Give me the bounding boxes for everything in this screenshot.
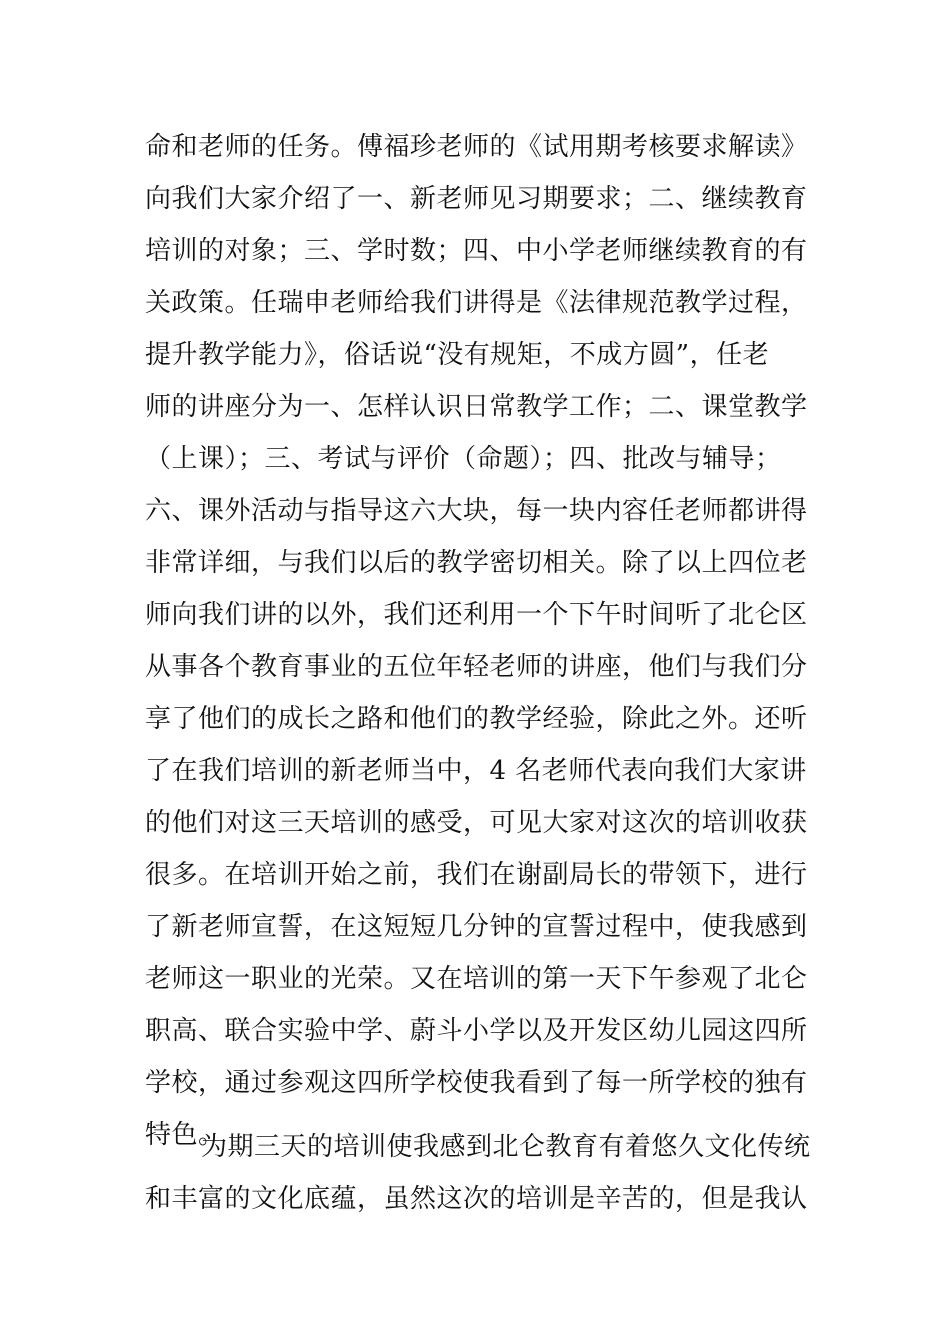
text-line: 向我们大家介绍了一、新老师见习期要求；二、继续教育 [145,184,808,214]
paragraph-2 [145,1121,810,1225]
text-line: （上课）；三、考试与评价（命题）；四、批改与辅导； [145,444,782,474]
text-line: 命和老师的任务。傅福珍老师的《试用期考核要求解读》 [145,132,808,162]
text-line: 了在我们培训的新老师当中，4 名老师代表向我们大家讲 [145,756,807,786]
text-line: 了新老师宣誓，在这短短几分钟的宣誓过程中，使我感到 [145,912,808,942]
text-line: 六、课外活动与指导这六大块，每一块内容任老师都讲得 [145,496,808,526]
text-line: 提升教学能力》，俗话说“没有规矩，不成方圆”，任老 [145,340,770,370]
text-line: 非常详细，与我们以后的教学密切相关。除了以上四位老 [145,548,808,578]
text-line: 师向我们讲的以外，我们还利用一个下午时间听了北仑区 [145,600,808,630]
text-line: 为期三天的培训使我感到北仑教育有着悠久文化传统 [201,1132,811,1162]
text-line: 关政策。任瑞申老师给我们讲得是《法律规范教学过程， [145,288,808,318]
text-line: 的他们对这三天培训的感受，可见大家对这次的培训收获 [145,808,808,838]
text-line: 和丰富的文化底蕴，虽然这次的培训是辛苦的，但是我认 [145,1184,808,1214]
text-line: 从事各个教育事业的五位年轻老师的讲座，他们与我们分 [145,652,808,682]
paragraph-1 [145,121,810,1161]
text-line: 老师这一职业的光荣。又在培训的第一天下午参观了北仑 [145,964,808,994]
text-line: 培训的对象；三、学时数；四、中小学老师继续教育的有 [145,236,808,266]
text-line: 很多。在培训开始之前，我们在谢副局长的带领下，进行 [145,860,808,890]
text-line: 享了他们的成长之路和他们的教学经验，除此之外。还听 [145,704,808,734]
text-line: 学校，通过参观这四所学校使我看到了每一所学校的独有 [145,1068,808,1098]
text-line: 师的讲座分为一、怎样认识日常教学工作；二、课堂教学 [145,392,808,422]
text-line: 职高、联合实验中学、蔚斗小学以及开发区幼儿园这四所 [145,1016,808,1046]
text-line: 特色。 [145,1120,225,1150]
